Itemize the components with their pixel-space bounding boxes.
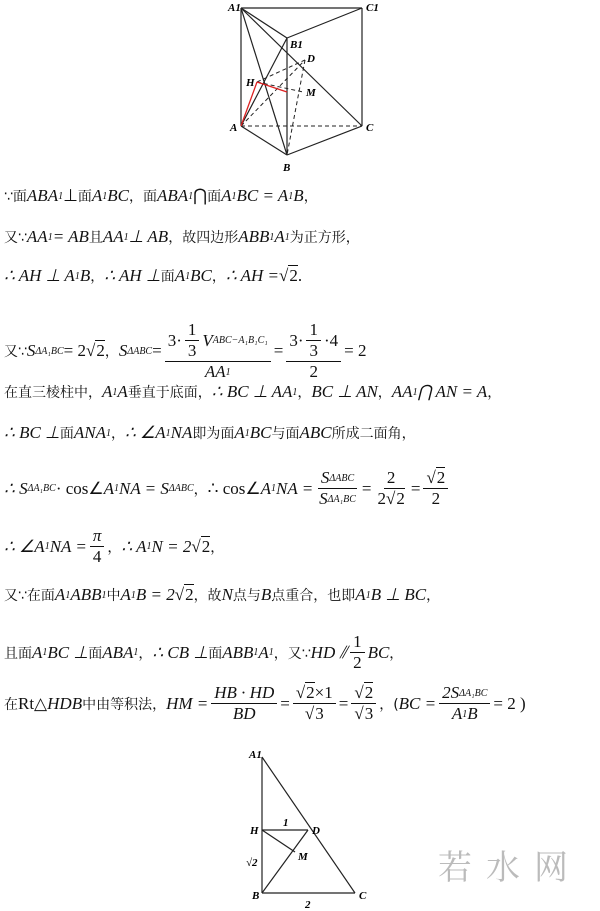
- solution-line: [4, 585, 440, 605]
- math-run: =: [152, 341, 162, 360]
- subscript: ΔA₁BC: [459, 687, 488, 699]
- radicand: 2: [436, 468, 446, 487]
- math-run: BC ⊥ AN: [311, 382, 378, 401]
- math-run: ⋂ AN = A: [417, 382, 488, 401]
- math-run: N = 2: [151, 536, 192, 556]
- text-run: 与面: [271, 426, 300, 442]
- solution-line: [4, 526, 224, 567]
- text-run: ，: [138, 645, 153, 662]
- math-run: ABB: [70, 585, 102, 604]
- math-run: ∴ AH ⊥ A: [4, 266, 75, 285]
- math-run: B ⊥ BC: [370, 585, 427, 604]
- math-run: NA: [170, 423, 193, 442]
- denominator: [185, 341, 200, 361]
- math-run: =: [280, 693, 290, 713]
- math-run: 2: [386, 468, 396, 487]
- watermark: 若水网: [438, 848, 582, 888]
- subscript: 1: [112, 386, 118, 398]
- math-run: 1: [309, 320, 318, 339]
- label-M: M: [298, 851, 308, 863]
- subscript: 1: [133, 647, 139, 658]
- denominator: [375, 489, 408, 509]
- math-run: ∴ A: [121, 536, 147, 556]
- text-run: ，: [426, 588, 441, 604]
- subscript: 1: [231, 190, 237, 202]
- numerator: [185, 320, 200, 341]
- fraction: [351, 683, 376, 724]
- denominator: [350, 653, 365, 673]
- math-run: ·4: [323, 330, 339, 350]
- math-run: A: [102, 382, 113, 401]
- subscript: ΔABC: [329, 472, 355, 484]
- solution-line: [4, 382, 501, 402]
- subscript: 1: [74, 270, 80, 282]
- math-run: HM =: [166, 693, 209, 713]
- radicand: 2: [96, 341, 105, 360]
- math-run: A: [91, 186, 103, 205]
- math-run: S: [319, 489, 328, 508]
- text-run: 点与: [232, 588, 261, 604]
- solution-line: [4, 227, 360, 247]
- math-run: ABB: [238, 227, 270, 246]
- fraction: [316, 468, 359, 509]
- length-bc: 2: [305, 899, 311, 910]
- label-B: B: [252, 890, 260, 902]
- subscript: 1: [185, 270, 191, 282]
- text-run: ，(: [379, 696, 399, 713]
- math-run: 4: [92, 547, 102, 566]
- subscript: 1: [292, 386, 298, 398]
- fraction: [350, 632, 365, 673]
- solution-line: [4, 468, 451, 509]
- denominator: [90, 547, 105, 567]
- text-run: 垂直于底面，: [127, 385, 212, 401]
- label-A: A: [230, 122, 238, 134]
- math-run: S: [26, 341, 36, 360]
- denominator: [202, 362, 234, 382]
- numerator: [211, 683, 277, 704]
- math-run: NA =: [49, 536, 87, 556]
- math-run: BC: [249, 423, 272, 442]
- math-run: A: [103, 478, 115, 498]
- math-run: BC ⊥: [47, 642, 89, 662]
- subscript: ΔA₁BC: [27, 483, 56, 494]
- subscript: 1: [101, 589, 107, 601]
- text-run: 又∵: [4, 344, 27, 360]
- math-run: =: [361, 478, 372, 498]
- solution-line: [4, 423, 416, 443]
- math-run: ∴ ∠A: [4, 536, 45, 556]
- square-root: [175, 585, 194, 605]
- text-run: ，: [211, 269, 226, 285]
- radicand: 3: [315, 704, 324, 723]
- subscript: 1: [225, 366, 231, 378]
- math-run: B: [467, 704, 478, 723]
- square-root: [386, 489, 405, 509]
- square-root: [426, 468, 445, 488]
- math-run: A: [274, 227, 285, 246]
- radicand: 3: [364, 704, 374, 723]
- label-D: D: [312, 825, 320, 837]
- math-run: BC: [190, 266, 212, 285]
- numerator: [351, 683, 376, 704]
- subscript: 1: [188, 190, 194, 202]
- label-M: M: [306, 87, 316, 99]
- math-run: V: [202, 330, 213, 350]
- math-run: =: [273, 341, 284, 360]
- math-run: .: [297, 266, 303, 285]
- denominator: [316, 489, 359, 509]
- subscript: 1: [253, 647, 259, 658]
- math-run: BD: [232, 704, 256, 723]
- fraction: [293, 683, 336, 724]
- math-run: A: [355, 585, 366, 604]
- text-run: ，: [303, 189, 318, 205]
- text-run: 在直三棱柱中，: [4, 385, 102, 401]
- text-run: 且: [88, 230, 103, 246]
- text-run: ，: [487, 385, 502, 401]
- math-run: A: [234, 423, 245, 442]
- denominator: [306, 362, 321, 382]
- fraction: [211, 683, 277, 724]
- text-run: 且面: [4, 645, 32, 662]
- subscript: 1: [271, 483, 277, 494]
- math-run: 3·: [289, 330, 304, 350]
- fraction: [185, 320, 200, 361]
- label-A1: A1: [228, 2, 241, 14]
- math-run: HDB: [47, 693, 83, 713]
- math-run: 3: [309, 341, 318, 360]
- length-hd: 1: [283, 817, 289, 829]
- square-root: [354, 683, 373, 703]
- math-run: = 2 ): [493, 693, 526, 713]
- square-root: [354, 704, 373, 724]
- text-run: ，: [107, 539, 122, 556]
- math-run: 3·: [167, 330, 182, 350]
- math-run: AA: [26, 227, 48, 246]
- label-C1: C1: [366, 2, 379, 14]
- subscript: ΔA₁BC: [327, 493, 356, 505]
- radicand: 2: [289, 266, 298, 285]
- square-root: [305, 704, 324, 724]
- math-run: = 2: [344, 341, 367, 360]
- label-A1: A1: [249, 749, 262, 761]
- math-run: ABA: [102, 642, 134, 662]
- text-run: 面: [88, 645, 103, 662]
- label-B: B: [283, 162, 291, 174]
- math-run: A: [120, 585, 131, 604]
- math-run: 1: [187, 320, 197, 339]
- label-C: C: [366, 122, 374, 134]
- subscript: ΔA₁BC: [35, 345, 64, 357]
- math-run: S: [118, 341, 128, 360]
- subscript: 1: [412, 386, 418, 398]
- subscript: ΔABC: [168, 483, 194, 494]
- text-run: 中由等积法，: [82, 696, 167, 713]
- fraction: [423, 468, 448, 509]
- radicand: 2: [396, 489, 405, 508]
- subscript: ΔABC: [127, 345, 153, 357]
- math-run: BC: [367, 642, 390, 662]
- text-run: ，故四边形: [168, 230, 239, 246]
- math-run: NA =: [276, 478, 314, 498]
- math-run: BC: [107, 186, 130, 205]
- text-run: ，: [104, 344, 119, 360]
- math-run: 2S: [442, 683, 460, 702]
- math-run: ∴ BC ⊥: [4, 423, 60, 442]
- subscript: 1: [288, 190, 294, 202]
- numerator: [286, 320, 341, 362]
- text-run: ，: [210, 539, 225, 556]
- prism-figure: [0, 0, 600, 180]
- math-run: B = 2: [135, 585, 175, 604]
- subscript: 1: [114, 483, 120, 494]
- subscript: 1: [244, 427, 250, 439]
- subscript: 1: [269, 231, 275, 243]
- text-run: ，: [389, 645, 404, 662]
- math-run: ANA: [73, 423, 106, 442]
- radicand: 2: [364, 683, 374, 702]
- fraction: [375, 468, 408, 509]
- math-run: 2: [309, 362, 318, 381]
- subscript: 1: [130, 589, 136, 601]
- subscript: 1: [123, 231, 129, 243]
- fraction: [286, 320, 341, 382]
- text-run: 又∵在面: [4, 588, 55, 604]
- denominator: [429, 489, 444, 509]
- math-run: B: [293, 186, 304, 205]
- numerator: [306, 320, 321, 341]
- subscript: 1: [165, 427, 171, 439]
- denominator: [306, 341, 321, 361]
- text-run: ，: [110, 426, 125, 442]
- numerator: [384, 468, 399, 489]
- math-run: A: [451, 704, 463, 723]
- math-run: =: [410, 478, 421, 498]
- subscript: 1: [47, 231, 53, 243]
- math-run: ∴ AH =: [225, 266, 279, 285]
- text-run: ，: [90, 269, 105, 285]
- square-root: [86, 341, 105, 361]
- solution-line: [4, 683, 526, 724]
- math-run: = 2: [63, 341, 86, 360]
- math-run: N: [221, 585, 233, 604]
- math-run: AA: [391, 382, 413, 401]
- subscript: 1: [105, 427, 111, 439]
- math-run: HD ⫽: [310, 642, 348, 662]
- subscript: 1: [462, 708, 468, 720]
- numerator: [165, 320, 271, 362]
- subscript: 1: [65, 589, 71, 601]
- subscript: 1: [58, 190, 64, 202]
- numerator: [350, 632, 365, 653]
- label-D: D: [307, 53, 315, 65]
- solution-line: [4, 632, 403, 673]
- text-run: 为正方形，: [289, 230, 360, 246]
- math-run: ∴ S: [4, 478, 28, 498]
- math-run: B: [79, 266, 91, 285]
- text-run: ，故: [193, 588, 222, 604]
- text-run: 面: [77, 189, 92, 205]
- text-run: 点重合，也即: [271, 588, 356, 604]
- denominator: [449, 704, 481, 724]
- text-run: 又∵: [4, 230, 27, 246]
- math-run: ⋂: [193, 186, 208, 205]
- label-B1: B1: [290, 39, 303, 51]
- math-run: A: [174, 266, 186, 285]
- math-run: BC = A: [236, 186, 289, 205]
- math-run: 1: [353, 632, 362, 651]
- label-H: H: [250, 825, 259, 837]
- math-run: π: [92, 526, 102, 545]
- math-run: A: [258, 642, 269, 662]
- text-run: 所成二面角，: [331, 426, 416, 442]
- text-run: ∵面: [4, 189, 27, 205]
- radicand: 2: [306, 683, 315, 702]
- numerator: [318, 468, 357, 489]
- math-run: AA: [204, 362, 226, 381]
- text-run: ，: [377, 385, 392, 401]
- square-root: [296, 683, 315, 703]
- text-run: 中: [106, 588, 121, 604]
- math-run: ⊥ AB: [128, 227, 169, 246]
- text-run: 面: [208, 645, 223, 662]
- math-run: S: [320, 468, 330, 487]
- subscript: 1: [268, 647, 274, 658]
- fraction: [439, 683, 490, 724]
- subscript: 1: [102, 190, 108, 202]
- numerator: [90, 526, 105, 547]
- math-run: 2: [377, 489, 386, 508]
- subscript: 1: [44, 541, 50, 552]
- text-run: ，: [193, 481, 208, 498]
- denominator: [230, 704, 259, 724]
- solution-line: [4, 266, 302, 286]
- math-run: · cos∠: [55, 478, 104, 498]
- math-run: AA: [102, 227, 124, 246]
- math-run: = AB: [52, 227, 89, 246]
- square-root: [279, 266, 298, 286]
- text-run: 在: [4, 696, 18, 713]
- text-run: 即为面: [192, 426, 235, 442]
- math-run: A: [221, 186, 232, 205]
- numerator: [439, 683, 490, 704]
- math-run: 3: [187, 341, 197, 360]
- math-run: A: [260, 478, 272, 498]
- numerator: [293, 683, 336, 704]
- math-run: ∴ AH ⊥: [104, 266, 161, 285]
- math-run: BC =: [398, 693, 437, 713]
- text-run: 面: [59, 426, 74, 442]
- radicand: 2: [201, 536, 211, 556]
- subscript: 1: [284, 231, 290, 243]
- math-run: ∴ BC ⊥ AA: [211, 382, 293, 401]
- math-run: B: [260, 585, 272, 604]
- math-run: HB · HD: [214, 683, 275, 702]
- fraction: [306, 320, 321, 361]
- radicand: 2: [185, 585, 194, 604]
- solution-line: [4, 186, 318, 206]
- text-run: 面: [207, 189, 222, 205]
- numerator: [423, 468, 448, 489]
- subscript: 1: [42, 647, 48, 658]
- math-run: ∴ ∠A: [124, 423, 166, 442]
- math-run: ABA: [157, 186, 189, 205]
- denominator: [302, 704, 327, 724]
- math-run: 2: [431, 489, 441, 508]
- math-run: ABA: [26, 186, 59, 205]
- subscript: 1: [146, 541, 152, 552]
- label-C: C: [359, 890, 367, 902]
- math-run: 2: [353, 653, 362, 672]
- text-run: 面: [160, 269, 175, 285]
- math-run: ABB: [222, 642, 254, 662]
- text-run: ，面: [129, 189, 158, 205]
- subscript: ABC−A₁B₁C₁: [212, 335, 268, 346]
- math-run: A: [117, 382, 128, 401]
- subscript: 1: [365, 589, 371, 601]
- math-run: Rt△: [18, 693, 48, 713]
- math-run: ABC: [299, 423, 332, 442]
- text-run: ，: [297, 385, 312, 401]
- text-run: ，又∵: [273, 645, 311, 662]
- fraction: [165, 320, 271, 382]
- math-run: A: [32, 642, 43, 662]
- math-run: ∴ CB ⊥: [152, 642, 209, 662]
- solution-line: [4, 320, 367, 382]
- length-hb: √2: [246, 857, 258, 869]
- denominator: [351, 704, 376, 724]
- math-run: =: [338, 693, 349, 713]
- math-run: ×1: [314, 683, 333, 702]
- label-H: H: [246, 77, 255, 89]
- square-root: [191, 537, 210, 557]
- math-run: ⊥: [63, 186, 78, 205]
- fraction: [90, 526, 105, 567]
- math-run: NA = S: [119, 478, 169, 498]
- math-run: A: [54, 585, 66, 604]
- math-run: ∴ cos∠: [207, 478, 261, 498]
